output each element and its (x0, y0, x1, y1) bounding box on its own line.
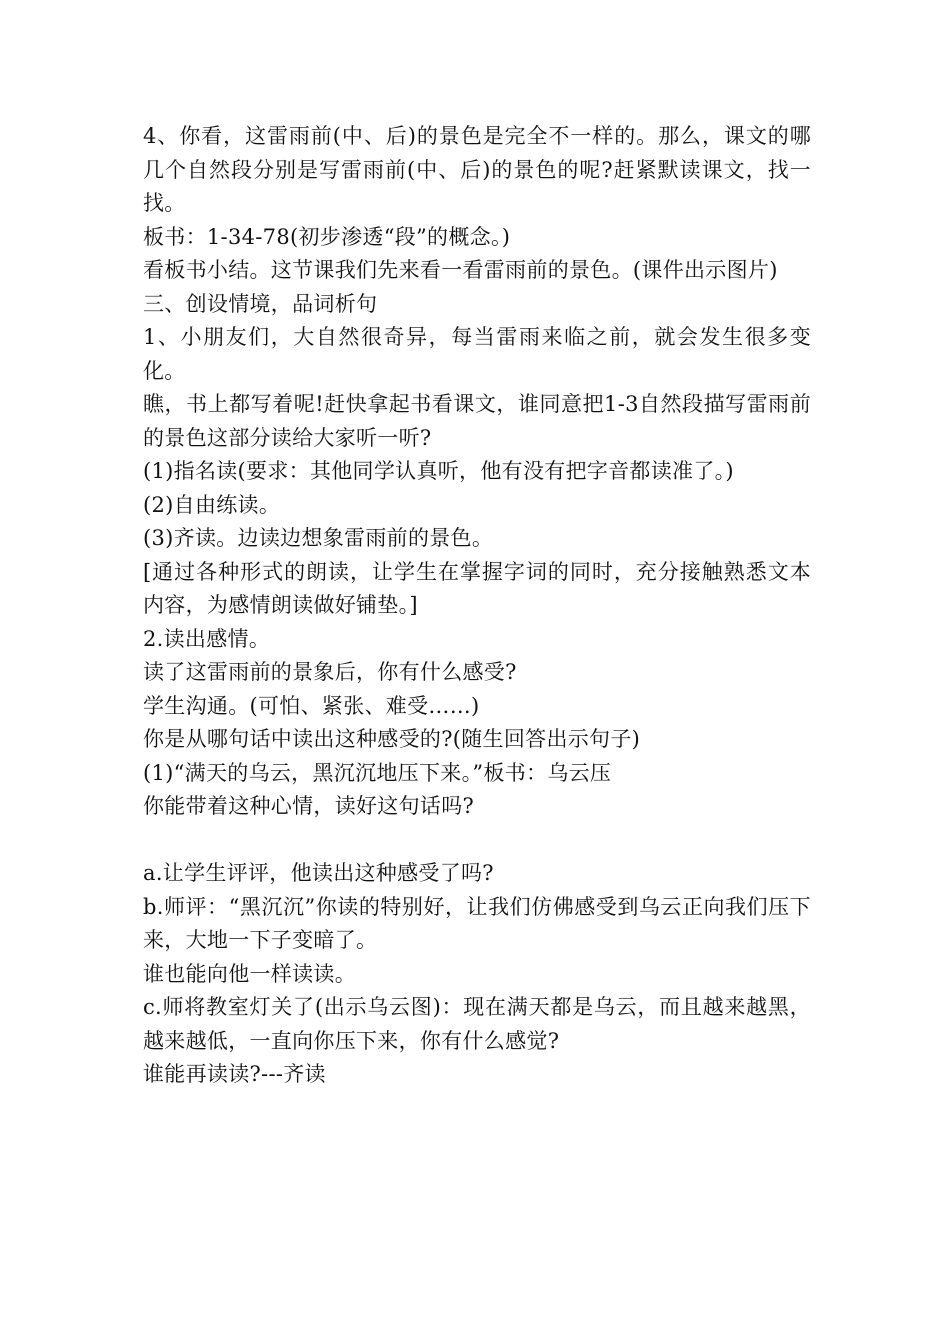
paragraph: (2)自由练读。 (143, 492, 281, 517)
document-body (143, 120, 811, 1092)
paragraph: a.让学生评评，他读出这种感受了吗? (143, 861, 494, 885)
paragraph: 板书：1-34-78(初步渗透“段”的概念。) (143, 224, 511, 249)
section-heading: 三、创设情境，品词析句 (143, 291, 378, 316)
paragraph: 谁能再读读?---齐读 (143, 1062, 326, 1086)
paragraph: [通过各种形式的朗读，让学生在掌握字词的同时，充分接触熟悉文本内容，为感情朗读做好铺垫。] (143, 559, 811, 617)
paragraph: 学生沟通。(可怕、紧张、难受……) (143, 693, 480, 718)
paragraph: 看板书小结。这节课我们先来看一看雷雨前的景色。(课件出示图片) (143, 258, 778, 282)
paragraph: (1)指名读(要求：其他同学认真听，他有没有把字音都读准了。) (143, 459, 734, 483)
paragraph: 1、小朋友们，大自然很奇异，每当雷雨来临之前，就会发生很多变化。 (143, 325, 811, 383)
paragraph: (1)“满天的乌云，黑沉沉地压下来。”板书：乌云压 (143, 760, 612, 785)
paragraph: 2.读出感情。 (143, 626, 271, 651)
paragraph: 你是从哪句话中读出这种感受的?(随生回答出示句子) (143, 727, 641, 751)
paragraph: 瞧，书上都写着呢!赶快拿起书看课文，谁同意把1-3自然段描写雷雨前的景色这部分读给大家听一听? (143, 392, 811, 450)
paragraph: 谁也能向他一样读读。 (143, 961, 356, 986)
paragraph: c.师将教室灯关了(出示乌云图)：现在满天都是乌云，而且越来越黑，越来越低，一直向你压下来，你有什么感觉? (143, 995, 811, 1053)
paragraph: 4、你看，这雷雨前(中、后)的景色是完全不一样的。那么，课文的哪几个自然段分别是写雷雨前(中、后)的景色的呢?赶紧默读课文，找一找。 (143, 124, 811, 215)
blank-line (143, 824, 811, 858)
paragraph: (3)齐读。边读边想象雷雨前的景色。 (143, 526, 494, 550)
paragraph: 你能带着这种心情，读好这句话吗? (143, 794, 475, 818)
paragraph: b.师评：“黑沉沉”你读的特别好，让我们仿佛感受到乌云正向我们压下来，大地一下子变暗了。 (143, 894, 811, 952)
paragraph: 读了这雷雨前的景象后，你有什么感受? (143, 660, 517, 684)
